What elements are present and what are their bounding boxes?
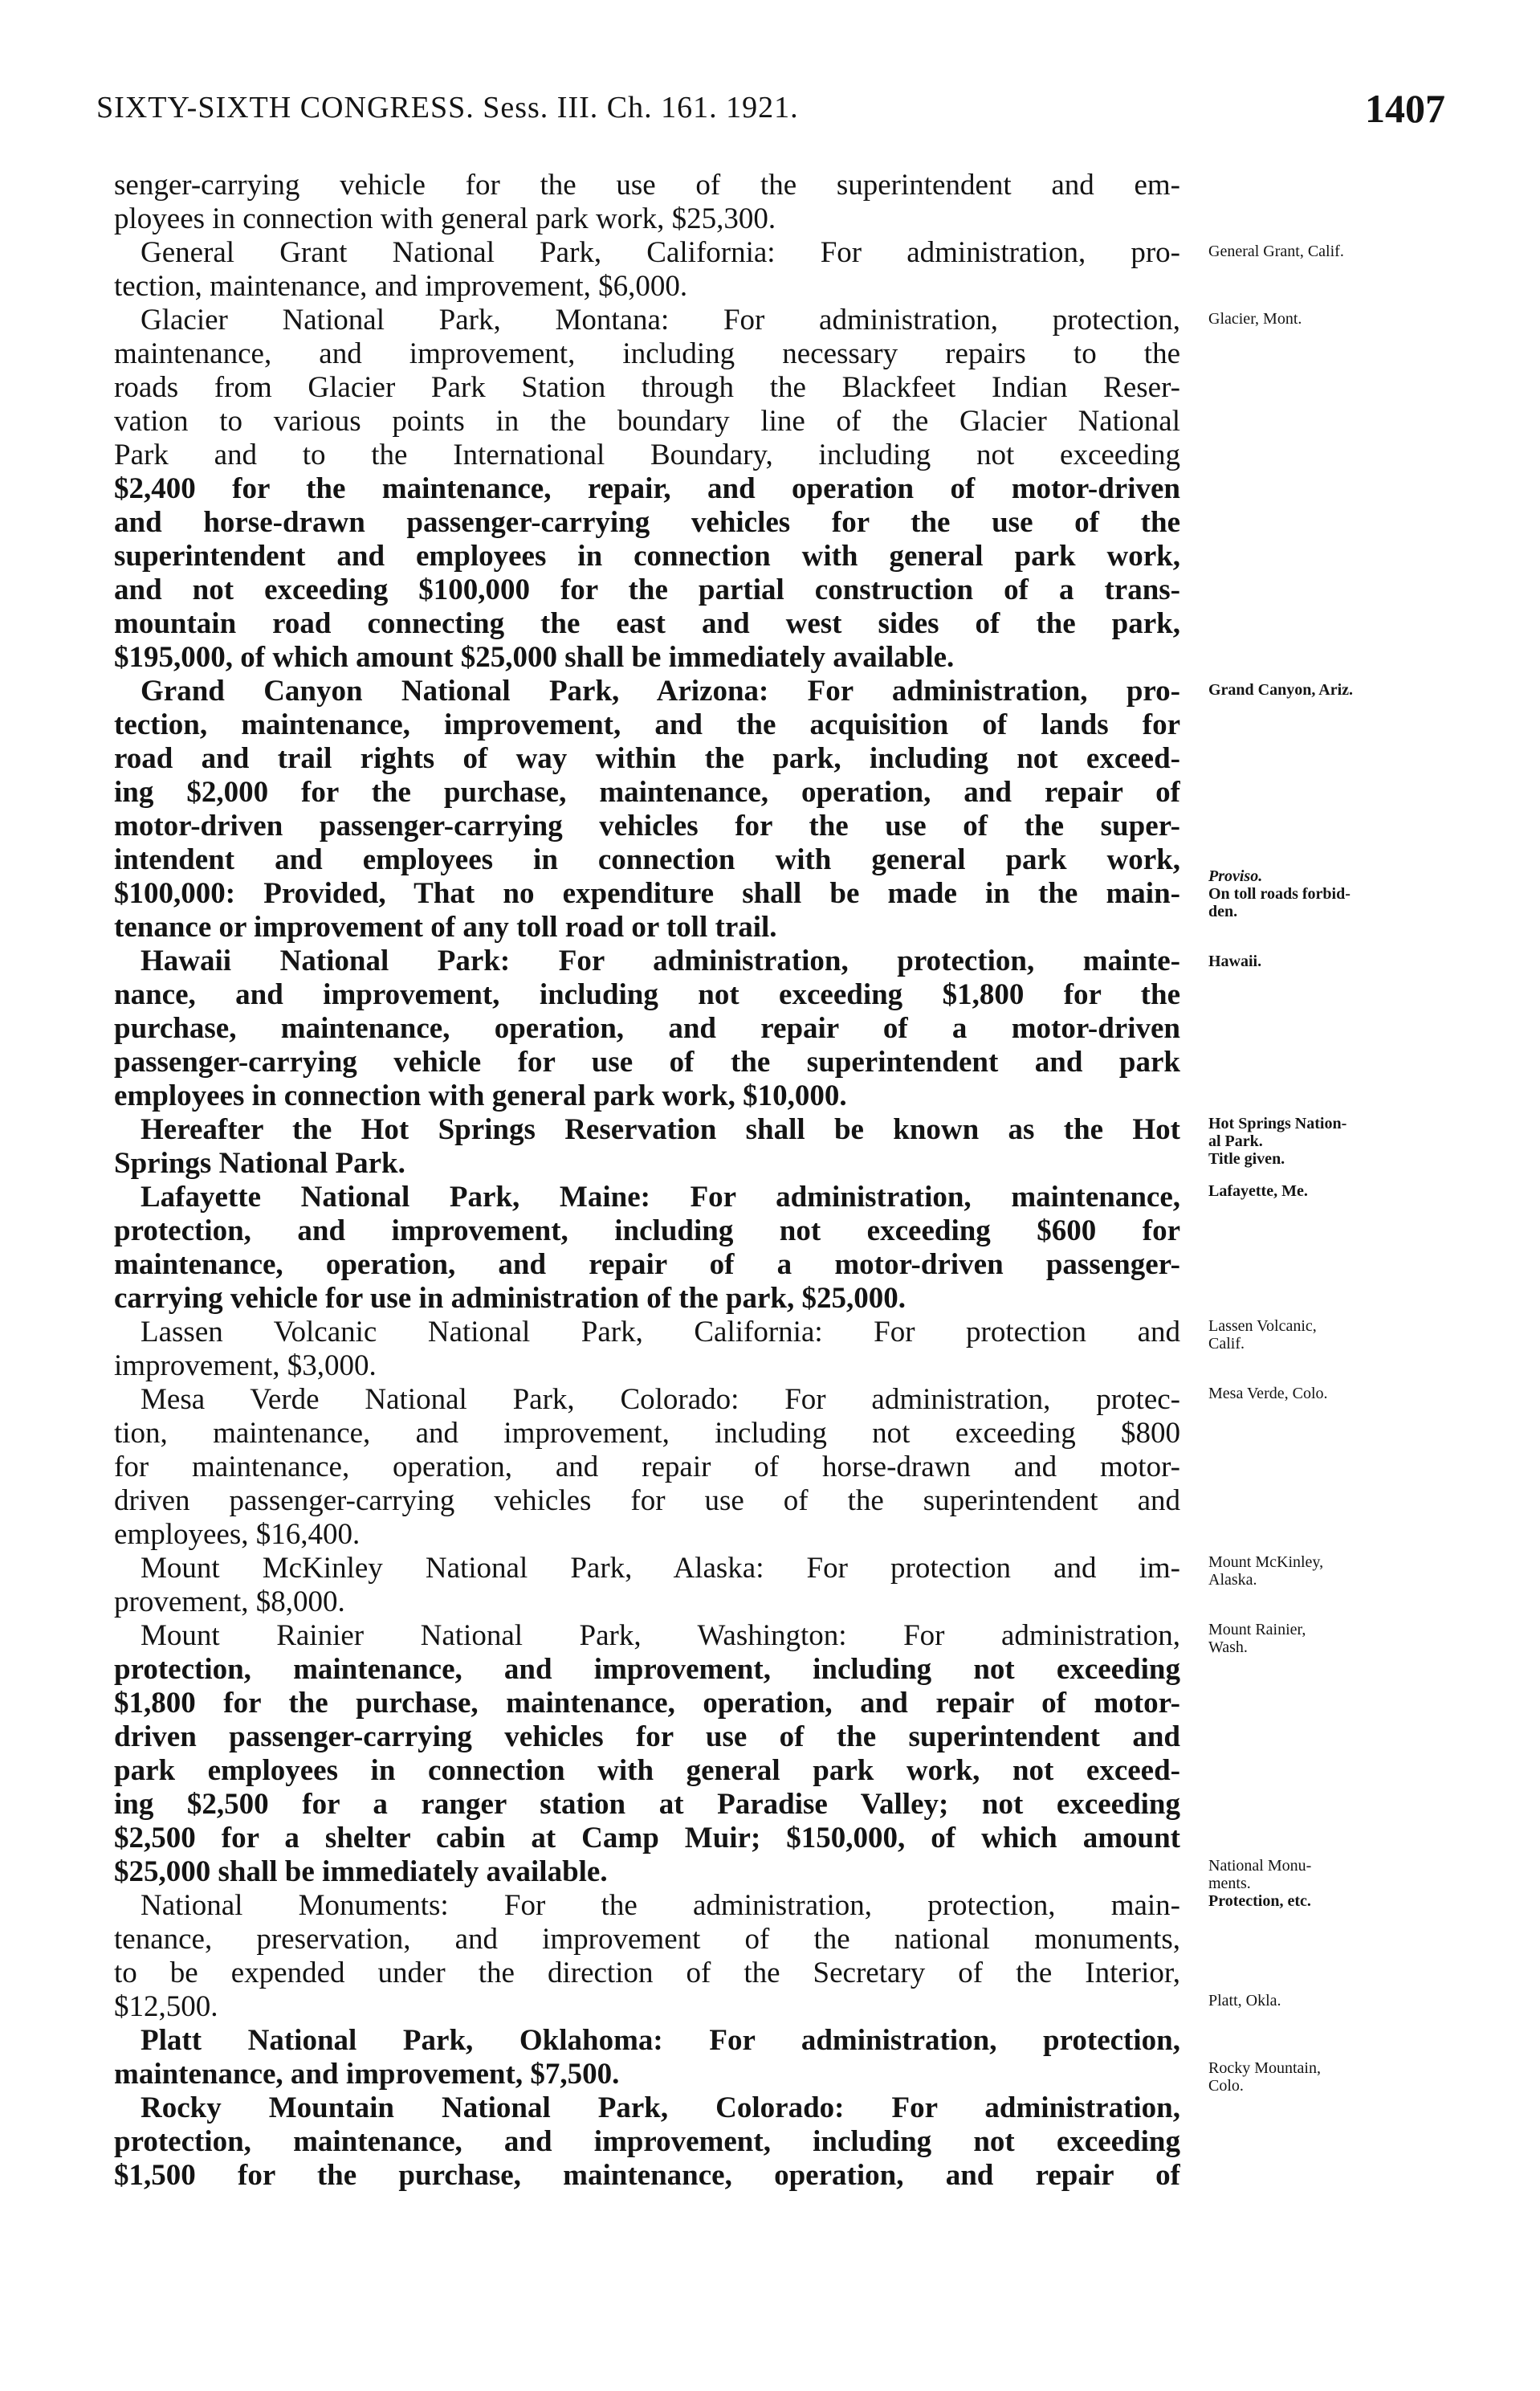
body-text	[114, 169, 1180, 2193]
text-line: protection, and improvement, including not exceeding $600 for	[114, 1214, 1180, 1247]
text-line: tection, maintenance, improvement, and the acquisition of lands for	[114, 708, 1180, 741]
text-line: maintenance, operation, and repair of a motor-driven passenger-	[114, 1248, 1180, 1281]
text-line: provement, $8,000.	[114, 1585, 345, 1618]
margin-note-grand-canyon: Grand Canyon, Ariz.	[1208, 681, 1354, 699]
text-line: and horse-drawn passenger-carrying vehicles for the use of the	[114, 506, 1180, 539]
text-line: $25,000 shall be immediately available.	[114, 1855, 608, 1888]
text-line: motor-driven passenger-carrying vehicles for the use of the super-	[114, 810, 1180, 843]
text-line: mountain road connecting the east and west sides of the park,	[114, 607, 1180, 640]
margin-note-hawaii: Hawaii.	[1208, 953, 1262, 970]
text-line: $100,000: Provided, That no expenditure shall be made in the main-	[114, 877, 1180, 910]
text-line: and not exceeding $100,000 for the partial construction of a trans-	[114, 573, 1180, 606]
text-line: to be expended under the direction of the Secretary of the Interior,	[114, 1956, 1180, 1989]
text-line: Springs National Park.	[114, 1147, 405, 1180]
text-line: ployees in connection with general park work, $25,300.	[114, 202, 776, 235]
margin-note-mckinley: Mount McKinley, Alaska.	[1208, 1553, 1324, 1589]
text-line: Glacier National Park, Montana: For administration, protection,	[141, 304, 1180, 337]
margin-note-lassen: Lassen Volcanic, Calif.	[1208, 1317, 1317, 1353]
text-line: Rocky Mountain National Park, Colorado: For administration,	[141, 2091, 1180, 2124]
text-line: tion, maintenance, and improvement, including not exceeding $800	[114, 1417, 1180, 1450]
text-line: employees in connection with general park work, $10,000.	[114, 1079, 847, 1112]
text-line: road and trail rights of way within the park, including not exceed-	[114, 742, 1180, 775]
margin-note-mesa-verde: Mesa Verde, Colo.	[1208, 1385, 1328, 1402]
text-line: nance, and improvement, including not exceeding $1,800 for the	[114, 978, 1180, 1011]
text-line: ing $2,000 for the purchase, maintenance, operation, and repair of	[114, 776, 1180, 809]
page-header	[96, 86, 1445, 138]
text-line: vation to various points in the boundary line of the Glacier National	[114, 405, 1180, 438]
text-line: driven passenger-carrying vehicles for use of the superintendent and	[114, 1720, 1180, 1753]
margin-note-hot-springs: Hot Springs Nation- al Park. Title given.	[1208, 1115, 1347, 1168]
margin-note-platt: Platt, Okla.	[1208, 1992, 1281, 2010]
text-line: purchase, maintenance, operation, and repair of a motor-driven	[114, 1012, 1180, 1045]
margin-note-rocky-mountain: Rocky Mountain, Colo.	[1208, 2059, 1321, 2095]
text-line: tenance or improvement of any toll road or toll trail.	[114, 911, 777, 944]
text-line: $1,800 for the purchase, maintenance, operation, and repair of motor-	[114, 1687, 1180, 1720]
text-line: Park and to the International Boundary, including not exceeding	[114, 439, 1180, 471]
margin-note-general-grant: General Grant, Calif.	[1208, 243, 1344, 260]
text-line: $2,400 for the maintenance, repair, and operation of motor-driven	[114, 472, 1180, 505]
text-line: roads from Glacier Park Station through the Blackfeet Indian Reser-	[114, 371, 1180, 404]
text-line: Mesa Verde National Park, Colorado: For administration, protec-	[141, 1383, 1180, 1416]
text-line: superintendent and employees in connection with general park work,	[114, 540, 1180, 573]
margin-note-rainier: Mount Rainier, Wash.	[1208, 1621, 1306, 1656]
text-line: General Grant National Park, California: For administration, pro-	[141, 236, 1180, 269]
text-line: protection, maintenance, and improvement, including not exceeding	[114, 1653, 1180, 1686]
text-line: senger-carrying vehicle for the use of the superintendent and em-	[114, 169, 1180, 202]
text-line: park employees in connection with general park work, not exceed-	[114, 1754, 1180, 1787]
text-line: for maintenance, operation, and repair of horse-drawn and motor-	[114, 1451, 1180, 1483]
text-line: employees, $16,400.	[114, 1518, 361, 1551]
text-line: $2,500 for a shelter cabin at Camp Muir; $150,000, of which amount	[114, 1822, 1180, 1854]
text-line: passenger-carrying vehicle for use of the superintendent and park	[114, 1046, 1180, 1079]
text-line: tection, maintenance, and improvement, $6,000.	[114, 270, 688, 303]
text-line: Lassen Volcanic National Park, California: For protection and	[141, 1316, 1180, 1349]
text-line: maintenance, and improvement, $7,500.	[114, 2058, 620, 2091]
text-line: Lafayette National Park, Maine: For administration, maintenance,	[141, 1181, 1180, 1214]
text-line: Mount McKinley National Park, Alaska: For protection and im-	[141, 1552, 1180, 1585]
margin-note-glacier: Glacier, Mont.	[1208, 310, 1302, 328]
text-line: Mount Rainier National Park, Washington: For administration,	[141, 1619, 1180, 1652]
text-line: Hawaii National Park: For administration, protection, mainte-	[141, 945, 1180, 977]
text-line: National Monuments: For the administration, protection, main-	[141, 1889, 1180, 1922]
text-line: maintenance, and improvement, including necessary repairs to the	[114, 337, 1180, 370]
text-line: $1,500 for the purchase, maintenance, operation, and repair of	[114, 2159, 1180, 2192]
running-head: SIXTY-SIXTH CONGRESS. Sess. III. Ch. 161. 1921.	[96, 91, 799, 124]
text-line: $12,500.	[114, 1990, 218, 2023]
text-line: improvement, $3,000.	[114, 1349, 377, 1382]
text-line: tenance, preservation, and improvement of the national monuments,	[114, 1923, 1180, 1956]
margin-note-monuments: National Monu- ments. Protection, etc.	[1208, 1857, 1312, 1910]
margin-note-lafayette: Lafayette, Me.	[1208, 1182, 1308, 1200]
text-line: protection, maintenance, and improvement, including not exceeding	[114, 2125, 1180, 2158]
text-line: Grand Canyon National Park, Arizona: For administration, pro-	[141, 675, 1180, 708]
text-line: $195,000, of which amount $25,000 shall be immediately available.	[114, 641, 955, 674]
text-line: intendent and employees in connection with general park work,	[114, 843, 1180, 876]
margin-note-proviso: Proviso. On toll roads forbid- den.	[1208, 867, 1351, 920]
text-line: carrying vehicle for use in administration of the park, $25,000.	[114, 1282, 906, 1315]
text-line: ing $2,500 for a ranger station at Paradise Valley; not exceeding	[114, 1788, 1180, 1821]
text-line: Hereafter the Hot Springs Reservation shall be known as the Hot	[141, 1113, 1180, 1146]
page-number: 1407	[1365, 86, 1445, 131]
text-line: Platt National Park, Oklahoma: For administration, protection,	[141, 2024, 1180, 2057]
text-line: driven passenger-carrying vehicles for use of the superintendent and	[114, 1484, 1180, 1517]
